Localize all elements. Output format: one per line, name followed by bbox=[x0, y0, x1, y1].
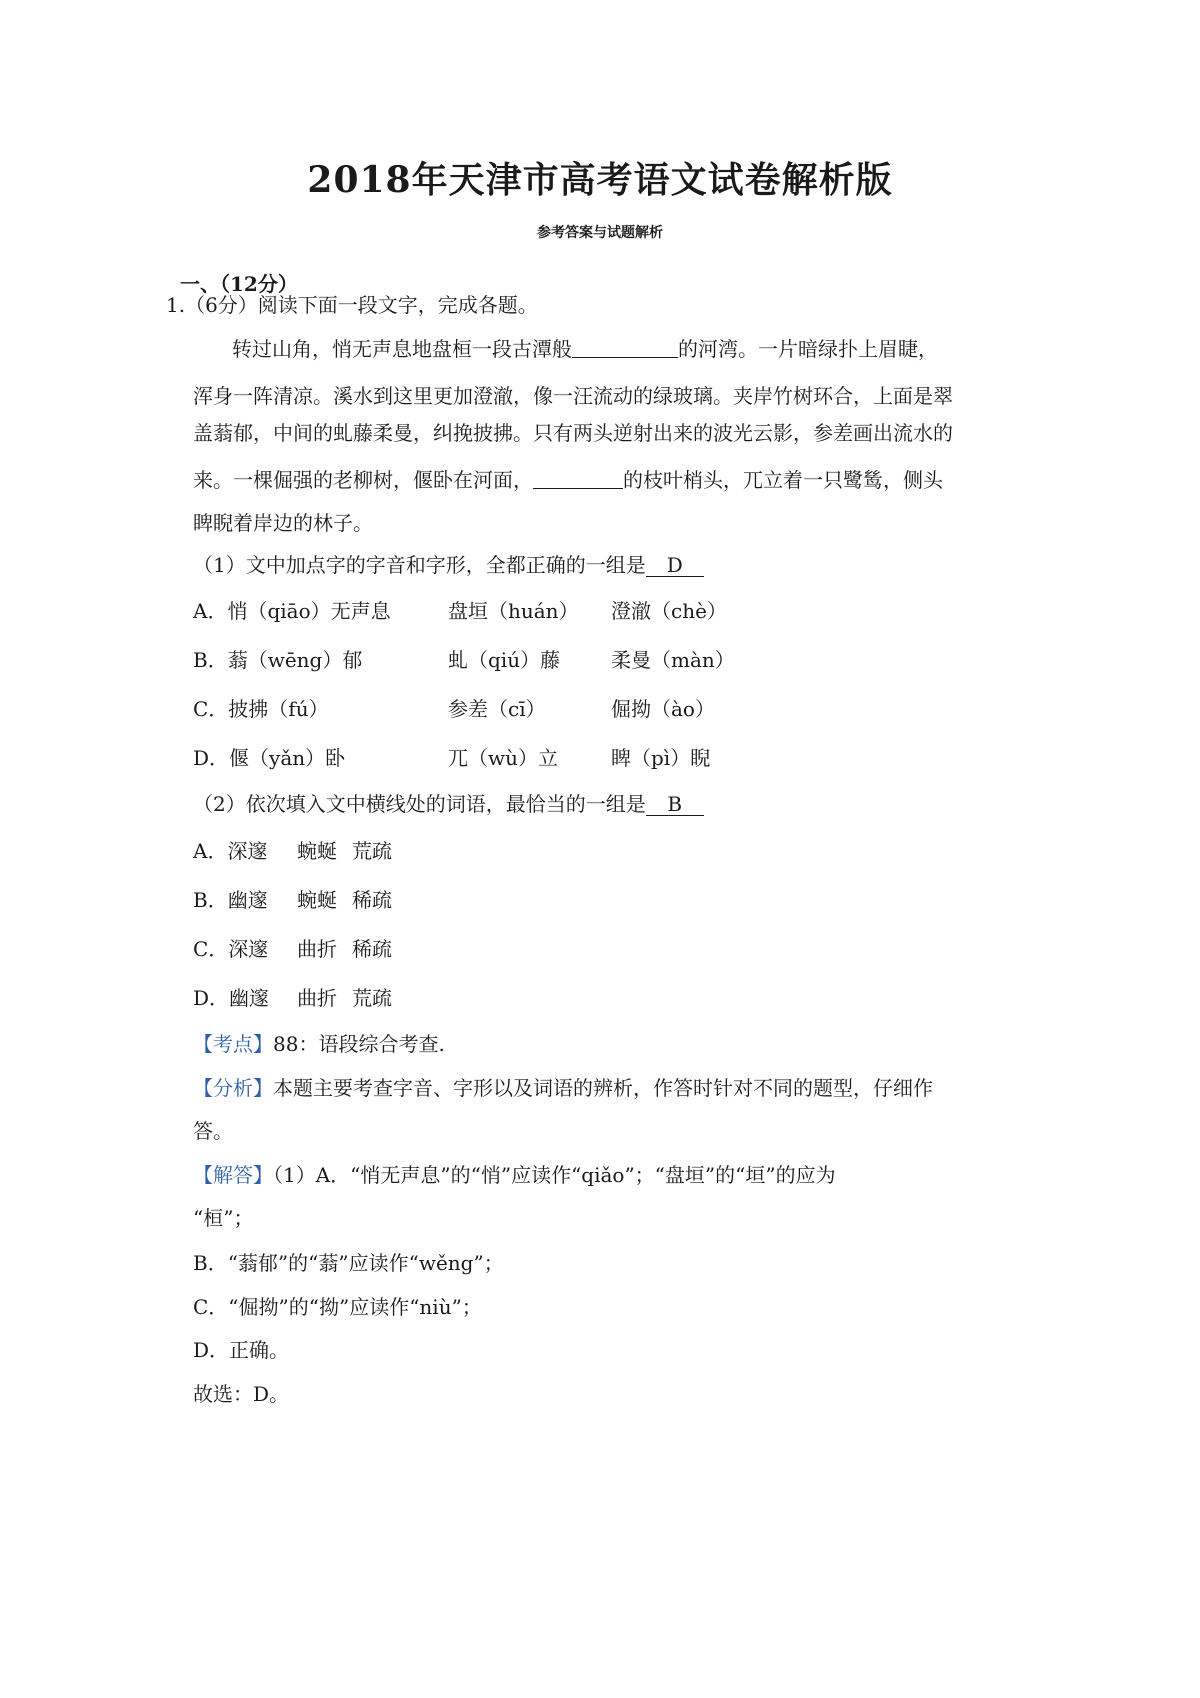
passage-line-3: 盖蓊郁，中间的虬藤柔曼，纠挽披拂。只有两头逆射出来的波光云影，参差画出流水的 bbox=[193, 421, 953, 445]
option-cell: 荒疏 bbox=[352, 986, 392, 1010]
kaodian-line bbox=[193, 1031, 445, 1057]
option-cell: D．偃（yǎn）卧 bbox=[193, 746, 346, 770]
passage-text: 的枝叶梢头，兀立着一只鹭鸶，侧头 bbox=[623, 468, 943, 492]
option-cell: A．深邃 bbox=[193, 839, 268, 863]
passage-line-1 bbox=[232, 335, 938, 362]
answer-blank: D bbox=[646, 554, 704, 577]
passage-line-4 bbox=[193, 466, 943, 493]
jieda-c: C．“倔拗”的“拗”应读作“niù”； bbox=[193, 1295, 482, 1319]
fill-blank-1 bbox=[572, 335, 678, 358]
passage-line-5: 睥睨着岸边的林子。 bbox=[193, 511, 373, 535]
option-cell: C．深邃 bbox=[193, 937, 269, 961]
section-heading: 一、（12分） bbox=[180, 272, 298, 296]
page-subtitle: 参考答案与试题解析 bbox=[537, 225, 663, 241]
fenxi-line bbox=[193, 1075, 933, 1101]
option-cell: A．悄（qiāo）无声息 bbox=[193, 599, 391, 623]
option-cell: 澄澈（chè） bbox=[611, 599, 727, 623]
sub-question-prompt: （1）文中加点字的字音和字形，全都正确的一组是 bbox=[193, 553, 646, 577]
jieda-d: D．正确。 bbox=[193, 1338, 290, 1362]
option-cell: 睥（pì）睨 bbox=[611, 746, 711, 770]
option-cell: 兀（wù）立 bbox=[448, 746, 558, 770]
kaodian-tag: 【考点】 bbox=[193, 1032, 273, 1056]
option-cell: 曲折 bbox=[297, 937, 337, 961]
option-cell: 蜿蜒 bbox=[297, 839, 337, 863]
sub-question-prompt: （2）依次填入文中横线处的词语，最恰当的一组是 bbox=[193, 792, 646, 816]
answer-blank: B bbox=[646, 793, 704, 816]
option-cell: 柔曼（màn） bbox=[611, 648, 735, 672]
jieda-line-2: “桓”； bbox=[193, 1206, 254, 1230]
passage-line-2: 浑身一阵清凉。溪水到这里更加澄澈，像一汪流动的绿玻璃。夹岸竹树环合，上面是翠 bbox=[193, 384, 953, 408]
passage-text: 转过山角，悄无声息地盘桓一段古潭般 bbox=[232, 337, 572, 361]
option-cell: 稀疏 bbox=[352, 937, 392, 961]
page-title: 2018年天津市高考语文试卷解析版 bbox=[307, 159, 893, 201]
option-cell: 荒疏 bbox=[352, 839, 392, 863]
option-cell: 曲折 bbox=[297, 986, 337, 1010]
fenxi-text: 本题主要考查字音、字形以及词语的辨析，作答时针对不同的题型，仔细作 bbox=[273, 1076, 933, 1100]
passage-text: 来。一棵倔强的老柳树，偃卧在河面， bbox=[193, 468, 533, 492]
passage-text: 的河湾。一片暗绿扑上眉睫， bbox=[678, 337, 938, 361]
sub-question-2 bbox=[193, 791, 704, 817]
fill-blank-2 bbox=[533, 466, 623, 489]
jieda-b: B．“蓊郁”的“蓊”应读作“wěng”； bbox=[193, 1251, 504, 1275]
jieda-conclusion: 故选：D。 bbox=[193, 1382, 290, 1406]
jieda-line bbox=[193, 1162, 836, 1188]
option-cell: 倔拗（ào） bbox=[611, 697, 715, 721]
jieda-text: （1）A．“悄无声息”的“悄”应读作“qiǎo”；“盘垣”的“垣”的应为 bbox=[273, 1163, 836, 1187]
option-cell: 参差（cī） bbox=[448, 697, 546, 721]
jieda-tag: 【解答】 bbox=[193, 1163, 273, 1187]
question-stem: 1.（6分）阅读下面一段文字，完成各题。 bbox=[166, 293, 538, 317]
fenxi-tag: 【分析】 bbox=[193, 1076, 273, 1100]
option-cell: 盘垣（huán） bbox=[448, 599, 579, 623]
option-cell: D．幽邃 bbox=[193, 986, 270, 1010]
option-cell: B．幽邃 bbox=[193, 888, 268, 912]
option-cell: B．蓊（wēng）郁 bbox=[193, 648, 363, 672]
fenxi-line-2: 答。 bbox=[193, 1119, 233, 1143]
option-cell: C．披拂（fú） bbox=[193, 697, 329, 721]
sub-question-1 bbox=[193, 552, 704, 578]
option-cell: 稀疏 bbox=[352, 888, 392, 912]
kaodian-text: 88：语段综合考查. bbox=[273, 1032, 445, 1056]
option-cell: 虬（qiú）藤 bbox=[448, 648, 561, 672]
option-cell: 蜿蜒 bbox=[297, 888, 337, 912]
